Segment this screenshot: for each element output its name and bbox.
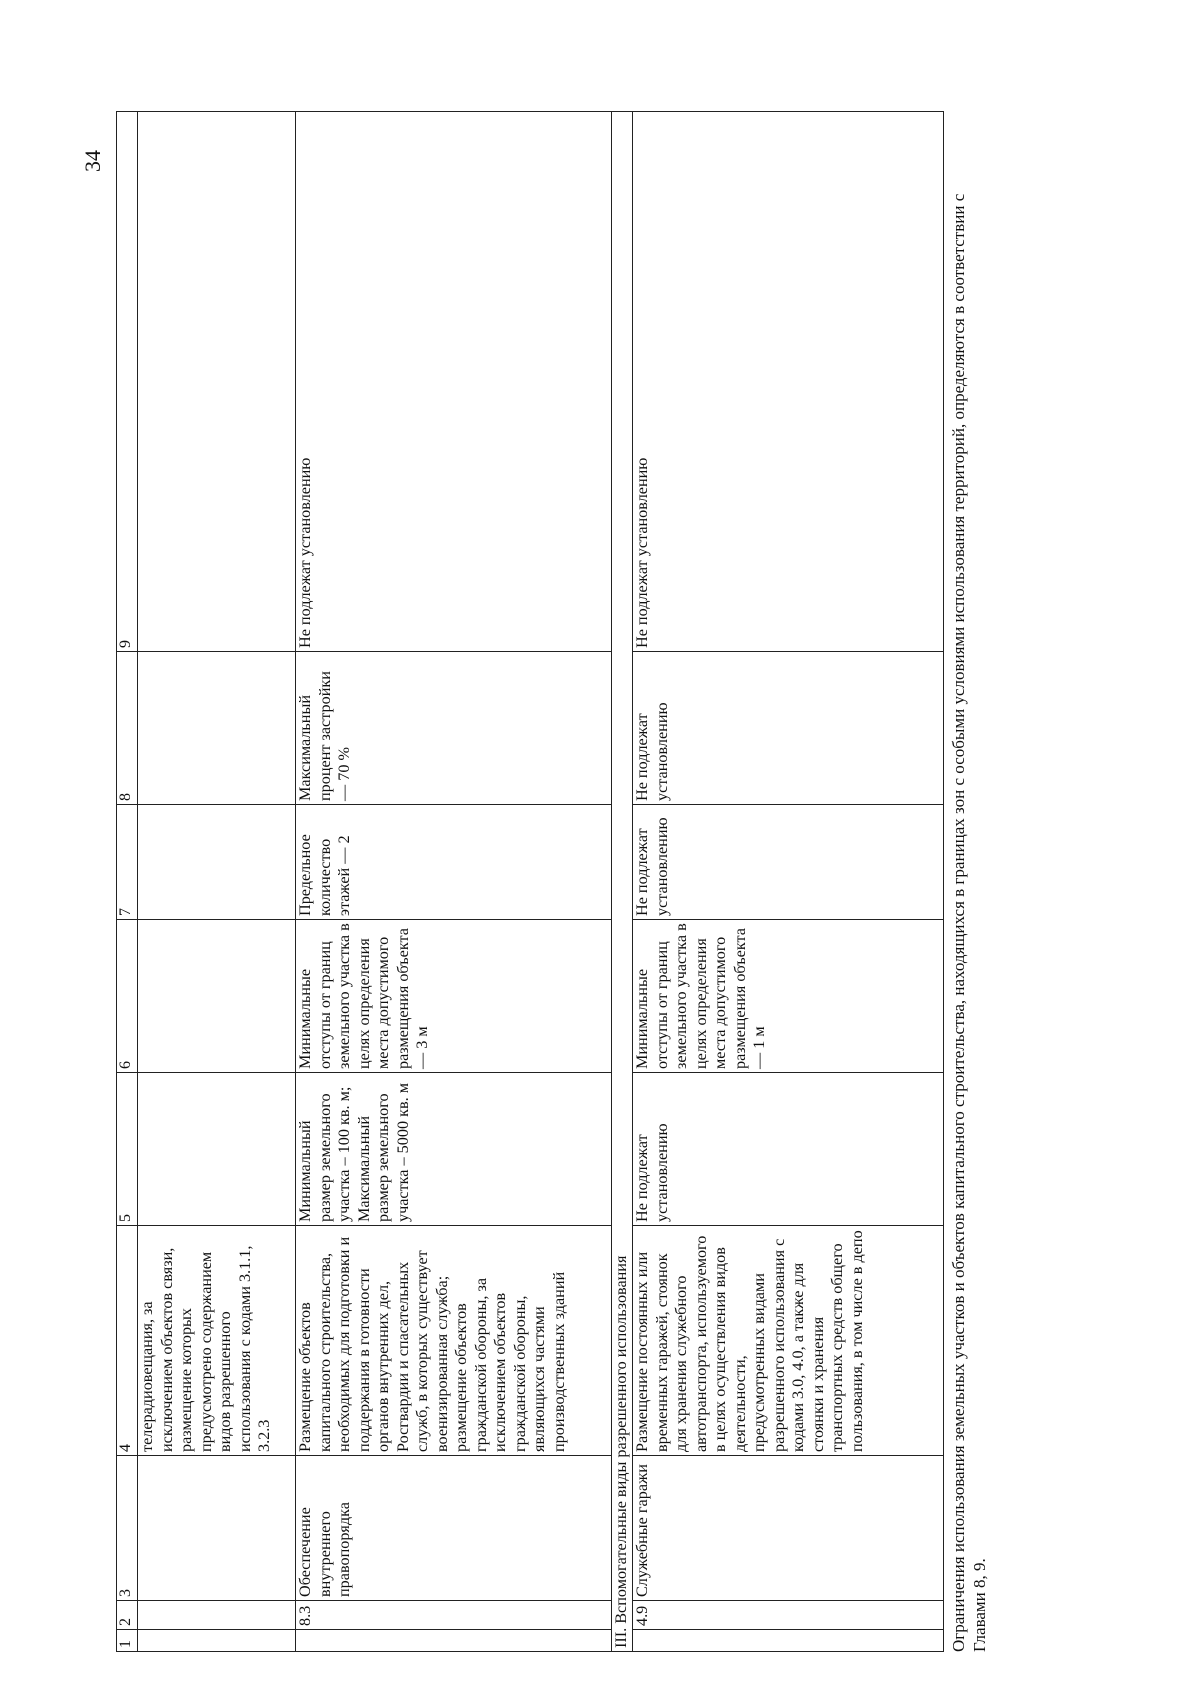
- table-cell: [633, 1630, 944, 1652]
- floors-cell: Предельное количество этажей — 2: [296, 805, 612, 920]
- table-cell: [138, 805, 296, 920]
- code-cell: 4.9: [633, 1601, 944, 1630]
- table-row-4-9: [633, 112, 944, 1652]
- regulations-table: [116, 111, 944, 1652]
- table-cell: [296, 1630, 612, 1652]
- name-cell: Обеспечение внутреннего правопорядка: [296, 1456, 612, 1601]
- setback-cell: Минимальные отступы от границ земельного участка в целях определения места допустимого размещения объекта — 3 м: [296, 920, 612, 1073]
- header-cell: 5: [117, 1073, 138, 1226]
- table-cell: [138, 112, 296, 652]
- table-cell: [138, 1630, 296, 1652]
- header-cell: 7: [117, 805, 138, 920]
- section-title: III. Вспомогательные виды разрешенного использования: [612, 112, 633, 1652]
- header-cell: 1: [117, 1630, 138, 1652]
- header-cell: 4: [117, 1226, 138, 1456]
- footnote: Ограничения использования земельных участков и объектов капитального строительства, находящихся в границах зон с особыми условиями использования территорий, определяются в соответствии с Главами 8, 9.: [949, 193, 989, 1652]
- header-cell: 2: [117, 1601, 138, 1630]
- other-cell: Не подлежат установлению: [633, 112, 944, 652]
- table-cell: [138, 1601, 296, 1630]
- description-cell: Размещение постоянных или временных гаражей, стоянок для хранения служебного автотранспорта, используемого в целях осуществления видов деятельности, предусмотренных видами разрешенного использования с кодами 3.0, 4.0, а также для стоянки и хранения транспортных средств общего пользования, в том числе в депо: [633, 1226, 944, 1456]
- table-cell: [138, 1456, 296, 1601]
- table-cell: [138, 1073, 296, 1226]
- plot-size-cell: Не подлежат установлению: [633, 1073, 944, 1226]
- plot-size-cell: Минимальный размер земельного участка – 100 кв. м; Максимальный размер земельного участка – 5000 кв. м: [296, 1073, 612, 1226]
- table-row-8-3: [296, 112, 612, 1652]
- header-cell: 9: [117, 112, 138, 652]
- floors-cell: Не подлежат установлению: [633, 805, 944, 920]
- code-cell: 8.3: [296, 1601, 612, 1630]
- table-cell: [138, 652, 296, 805]
- coverage-cell: Максимальный процент застройки — 70 %: [296, 652, 612, 805]
- section-row: [612, 112, 633, 1652]
- header-cell: 6: [117, 920, 138, 1073]
- page-number: 34: [80, 150, 105, 172]
- description-cell: телерадиовещания, за исключением объектов связи, размещение которых предусмотрено содержанием видов разрешенного использования с кодами 3.1.1, 3.2.3: [138, 1226, 296, 1456]
- table-header-row: [117, 112, 138, 1652]
- rotated-page-content: [116, 112, 1046, 1652]
- setback-cell: Минимальные отступы от границ земельного участка в целях определения места допустимого размещения объекта — 1 м: [633, 920, 944, 1073]
- table-cell: [138, 920, 296, 1073]
- table-row-continuation: [138, 112, 296, 1652]
- coverage-cell: Не подлежат установлению: [633, 652, 944, 805]
- other-cell: Не подлежат установлению: [296, 112, 612, 652]
- header-cell: 8: [117, 652, 138, 805]
- header-cell: 3: [117, 1456, 138, 1601]
- name-cell: Служебные гаражи: [633, 1456, 944, 1601]
- description-cell: Размещение объектов капитального строительства, необходимых для подготовки и поддержания в готовности органов внутренних дел, Росгвардии и спасательных служб, в которых существует военизированная служба; размещение объектов гражданской обороны, за исключением объектов гражданской обороны, являющихся частями производственных зданий: [296, 1226, 612, 1456]
